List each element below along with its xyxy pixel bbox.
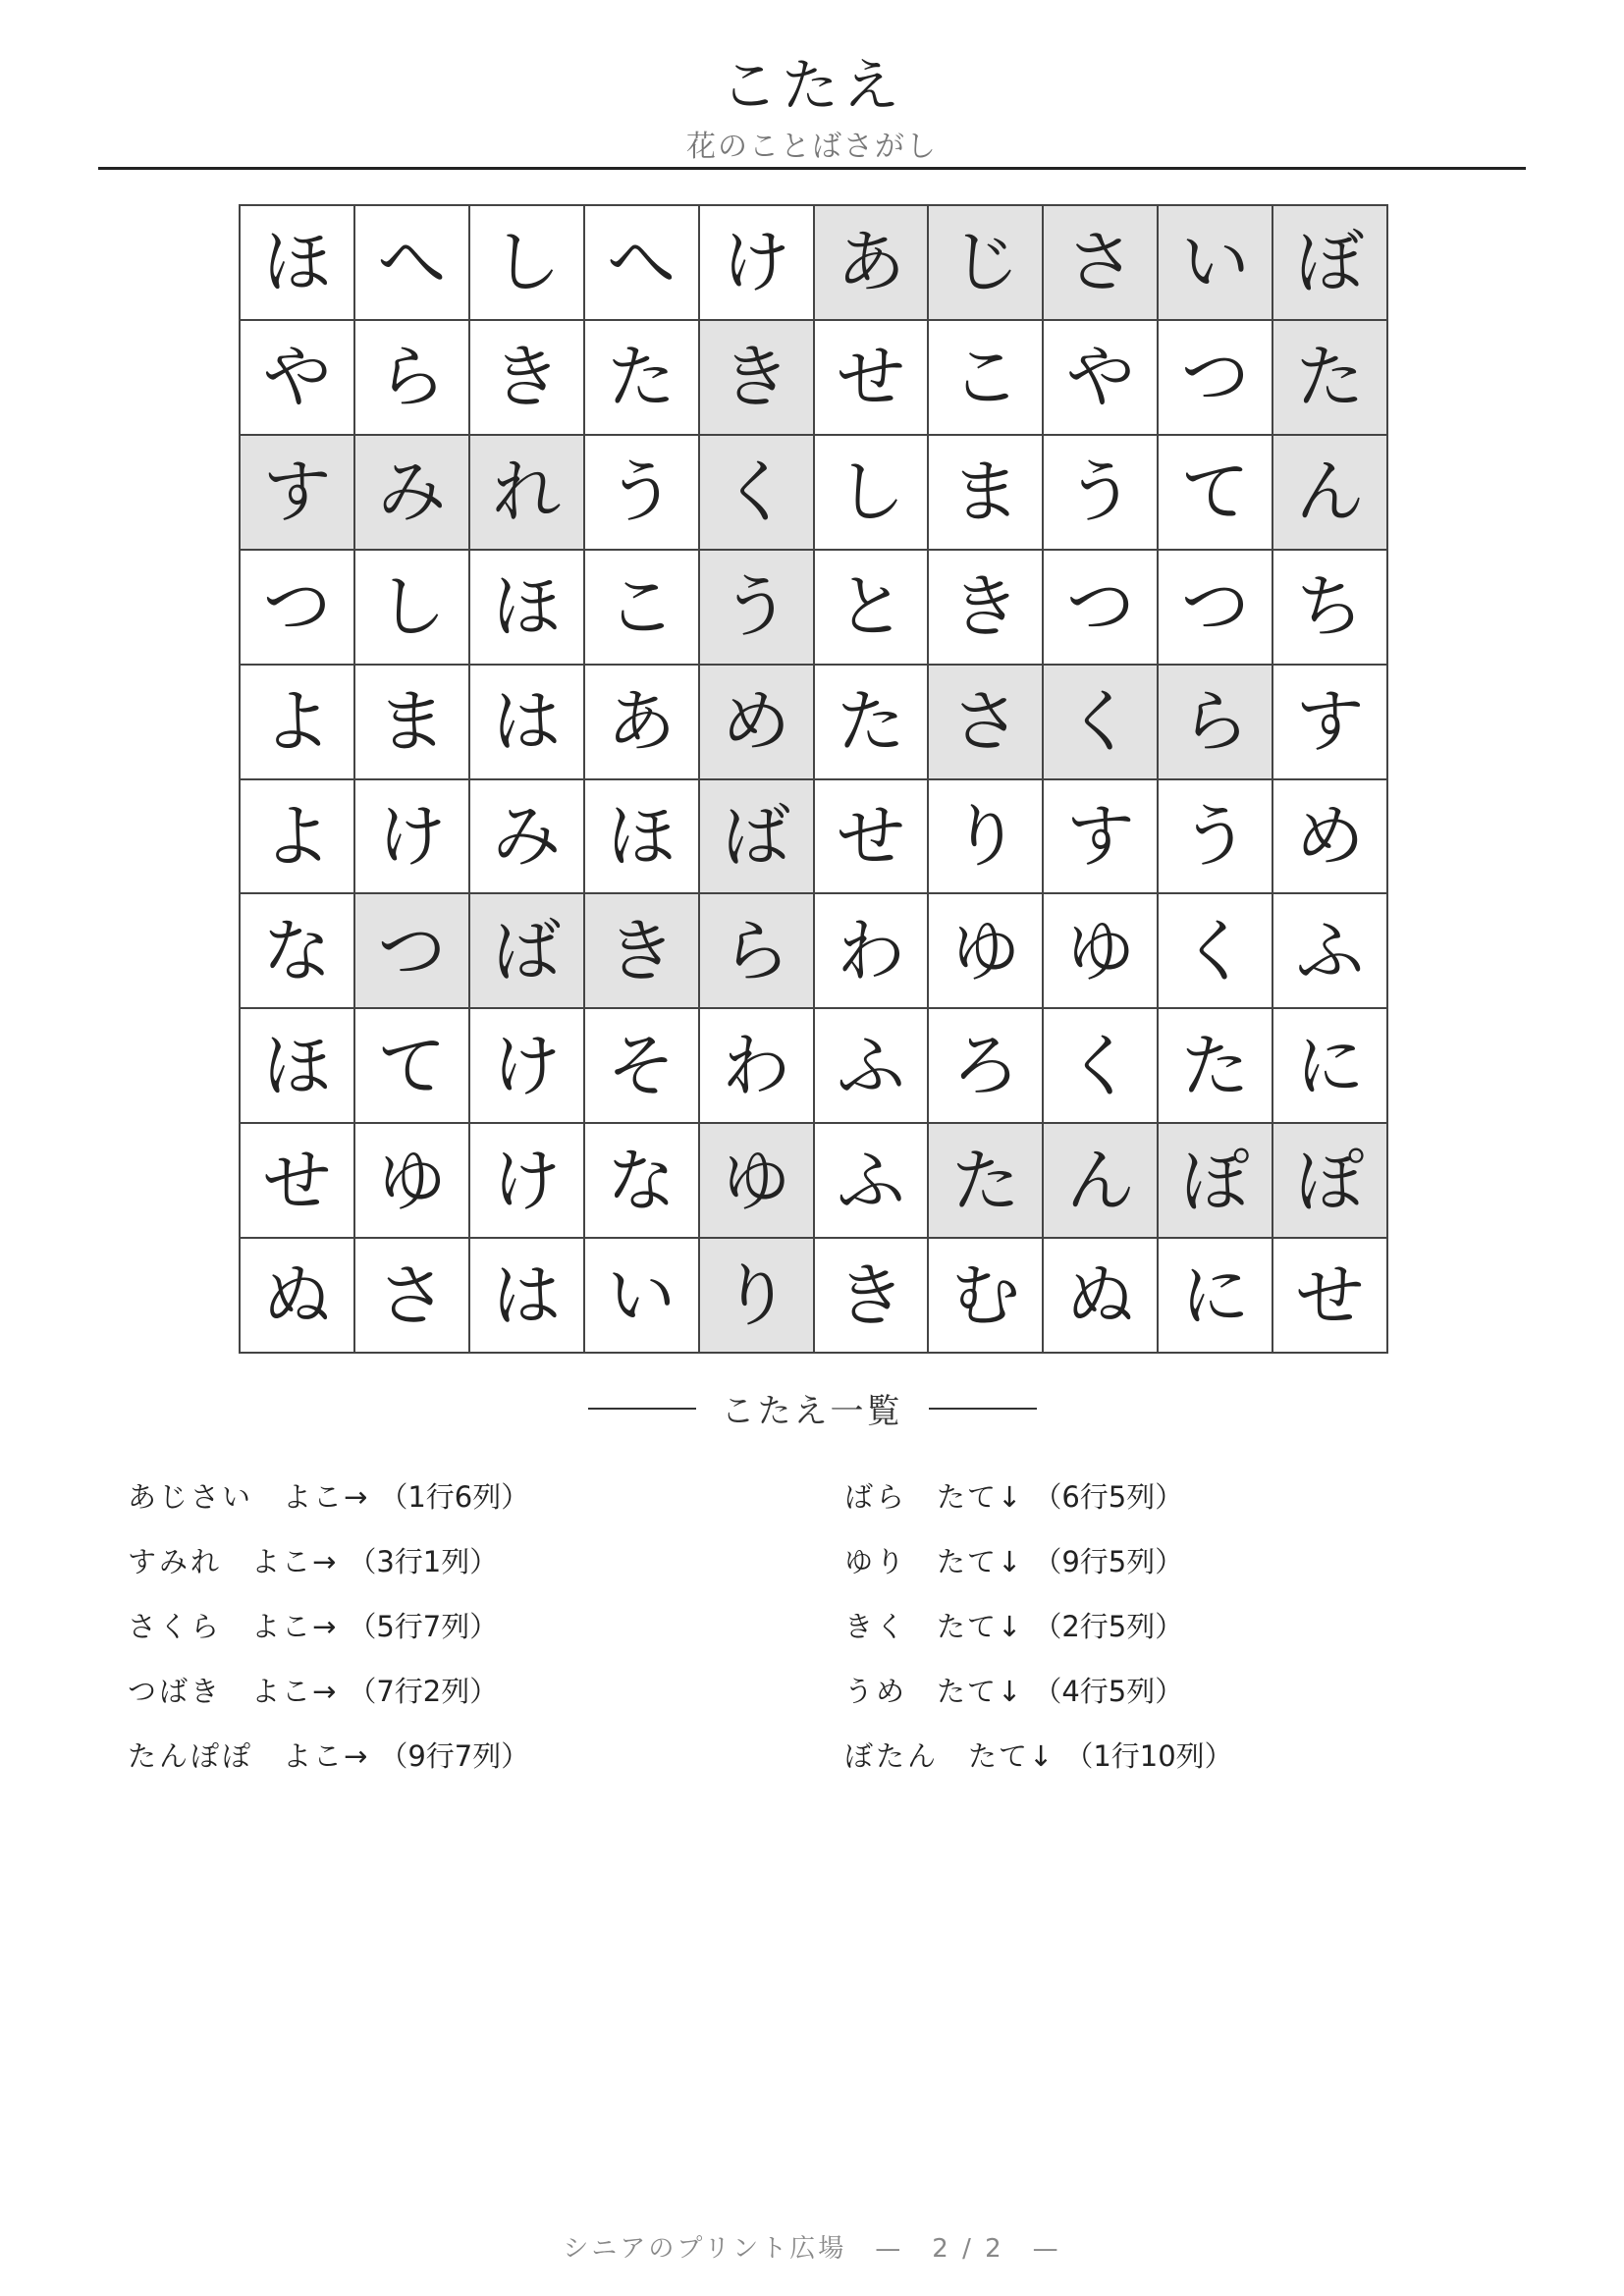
grid-cell: ん: [1273, 436, 1388, 551]
grid-cell: さ: [1044, 206, 1159, 321]
grid-cell: こ: [585, 551, 700, 666]
answer-direction: よこ→: [283, 1738, 370, 1773]
grid-cell: つ: [1044, 551, 1159, 666]
grid-cell: ば: [700, 780, 815, 895]
grid-cell: け: [470, 1009, 585, 1124]
grid-cell: さ: [929, 666, 1044, 780]
grid-cell: ほ: [241, 1009, 355, 1124]
answer-word: たんぽぽ: [128, 1738, 254, 1773]
grid-cell: ふ: [815, 1009, 930, 1124]
answer-item: [128, 1722, 844, 1787]
grid-cell: こ: [929, 321, 1044, 436]
grid-cell: く: [1044, 666, 1159, 780]
answer-word: ゆり: [844, 1544, 908, 1578]
grid-cell: つ: [1159, 321, 1273, 436]
grid-cell: う: [700, 551, 815, 666]
grid-cell: ぽ: [1273, 1124, 1388, 1239]
grid-cell: し: [355, 551, 470, 666]
grid-cell: つ: [355, 894, 470, 1009]
grid-cell: ゆ: [355, 1124, 470, 1239]
answer-word: きく: [844, 1609, 908, 1643]
grid-cell: い: [585, 1239, 700, 1354]
grid-cell: ほ: [241, 206, 355, 321]
grid-cell: す: [1273, 666, 1388, 780]
answer-direction: よこ→: [251, 1674, 339, 1708]
answer-direction: よこ→: [251, 1609, 339, 1643]
answer-direction: たて↓: [937, 1479, 1024, 1514]
answer-position: （3行1列）: [348, 1544, 499, 1578]
header-divider: [98, 167, 1526, 170]
answer-position: （5行7列）: [348, 1609, 499, 1643]
grid-cell: た: [1159, 1009, 1273, 1124]
answer-list-title: こたえ一覧: [721, 1392, 903, 1431]
grid-cell: き: [929, 551, 1044, 666]
answer-direction: たて↓: [937, 1544, 1024, 1578]
grid-cell: や: [241, 321, 355, 436]
grid-cell: ろ: [929, 1009, 1044, 1124]
answer-position: （7行2列）: [348, 1674, 499, 1708]
grid-cell: わ: [700, 1009, 815, 1124]
answer-item: [128, 1527, 844, 1592]
grid-cell: て: [1159, 436, 1273, 551]
answer-direction: たて↓: [968, 1738, 1056, 1773]
grid-cell: た: [1273, 321, 1388, 436]
answer-item: [844, 1463, 1502, 1527]
grid-cell: め: [700, 666, 815, 780]
grid-cell: き: [815, 1239, 930, 1354]
grid-cell: あ: [815, 206, 930, 321]
answer-direction: たて↓: [937, 1609, 1024, 1643]
grid-cell: み: [470, 780, 585, 895]
grid-cell: う: [585, 436, 700, 551]
grid-cell: へ: [355, 206, 470, 321]
grid-cell: れ: [470, 436, 585, 551]
grid-cell: に: [1273, 1009, 1388, 1124]
answer-direction: よこ→: [251, 1544, 339, 1578]
answer-item: [128, 1592, 844, 1657]
grid-cell: ま: [929, 436, 1044, 551]
grid-cell: せ: [815, 780, 930, 895]
heading-right-rule: [929, 1408, 1037, 1410]
grid-cell: に: [1159, 1239, 1273, 1354]
grid-cell: じ: [929, 206, 1044, 321]
answer-word: ぼたん: [844, 1738, 940, 1773]
grid-cell: ば: [470, 894, 585, 1009]
grid-cell: ゆ: [929, 894, 1044, 1009]
answer-item: [844, 1657, 1502, 1722]
grid-cell: ゆ: [1044, 894, 1159, 1009]
grid-cell: む: [929, 1239, 1044, 1354]
answer-item: [844, 1592, 1502, 1657]
grid-cell: あ: [585, 666, 700, 780]
grid-cell: り: [929, 780, 1044, 895]
grid-cell: く: [1159, 894, 1273, 1009]
grid-cell: み: [355, 436, 470, 551]
grid-cell: く: [1044, 1009, 1159, 1124]
grid-cell: う: [1044, 436, 1159, 551]
page-subtitle: 花のことばさがし: [686, 130, 938, 164]
grid-cell: す: [1044, 780, 1159, 895]
answer-word: すみれ: [128, 1544, 223, 1578]
grid-cell: ら: [355, 321, 470, 436]
grid-cell: せ: [241, 1124, 355, 1239]
grid-cell: ぽ: [1159, 1124, 1273, 1239]
answer-item: [128, 1463, 844, 1527]
answer-word: つばき: [128, 1674, 223, 1708]
grid-cell: ら: [700, 894, 815, 1009]
answer-word: ばら: [844, 1479, 908, 1514]
answer-word: さくら: [128, 1609, 223, 1643]
grid-cell: て: [355, 1009, 470, 1124]
grid-cell: せ: [815, 321, 930, 436]
answer-direction: たて↓: [937, 1674, 1024, 1708]
grid-cell: つ: [241, 551, 355, 666]
grid-cell: し: [470, 206, 585, 321]
grid-cell: け: [470, 1124, 585, 1239]
page-title: こたえ: [720, 52, 903, 119]
grid-cell: へ: [585, 206, 700, 321]
answer-position: （2行5列）: [1033, 1609, 1184, 1643]
grid-cell: た: [815, 666, 930, 780]
grid-cell: り: [700, 1239, 815, 1354]
grid-cell: け: [700, 206, 815, 321]
grid-cell: と: [815, 551, 930, 666]
grid-cell: ぼ: [1273, 206, 1388, 321]
grid-cell: ぬ: [1044, 1239, 1159, 1354]
grid-cell: い: [1159, 206, 1273, 321]
answer-direction: よこ→: [283, 1479, 370, 1514]
grid-cell: さ: [355, 1239, 470, 1354]
grid-cell: き: [470, 321, 585, 436]
grid-cell: は: [470, 1239, 585, 1354]
grid-cell: う: [1159, 780, 1273, 895]
grid-cell: よ: [241, 780, 355, 895]
grid-cell: ほ: [470, 551, 585, 666]
grid-cell: や: [1044, 321, 1159, 436]
grid-cell: ゆ: [700, 1124, 815, 1239]
grid-cell: ほ: [585, 780, 700, 895]
grid-cell: た: [929, 1124, 1044, 1239]
answer-word: うめ: [844, 1674, 908, 1708]
grid-cell: ん: [1044, 1124, 1159, 1239]
word-search-grid: [239, 204, 1388, 1354]
grid-cell: つ: [1159, 551, 1273, 666]
answer-position: （9行5列）: [1033, 1544, 1184, 1578]
grid-cell: く: [700, 436, 815, 551]
answer-position: （1行10列）: [1064, 1738, 1233, 1773]
grid-cell: ふ: [815, 1124, 930, 1239]
answer-item: [844, 1722, 1502, 1787]
grid-cell: ぬ: [241, 1239, 355, 1354]
grid-cell: な: [585, 1124, 700, 1239]
heading-left-rule: [588, 1408, 696, 1410]
grid-cell: そ: [585, 1009, 700, 1124]
answer-position: （1行6列）: [379, 1479, 530, 1514]
grid-cell: ま: [355, 666, 470, 780]
answer-position: （4行5列）: [1033, 1674, 1184, 1708]
grid-cell: よ: [241, 666, 355, 780]
answer-item: [844, 1527, 1502, 1592]
grid-cell: ふ: [1273, 894, 1388, 1009]
grid-cell: す: [241, 436, 355, 551]
grid-cell: き: [700, 321, 815, 436]
grid-cell: ら: [1159, 666, 1273, 780]
grid-cell: め: [1273, 780, 1388, 895]
grid-cell: せ: [1273, 1239, 1388, 1354]
grid-cell: た: [585, 321, 700, 436]
grid-cell: わ: [815, 894, 930, 1009]
grid-cell: け: [355, 780, 470, 895]
grid-cell: き: [585, 894, 700, 1009]
grid-cell: は: [470, 666, 585, 780]
answer-list-heading: [0, 1384, 1624, 1432]
answer-item: [128, 1657, 844, 1722]
grid-cell: ち: [1273, 551, 1388, 666]
page-footer: シニアのプリント広場 — 2 / 2 —: [563, 2234, 1061, 2264]
answer-list: [128, 1463, 1502, 1787]
answer-position: （6行5列）: [1033, 1479, 1184, 1514]
grid-cell: し: [815, 436, 930, 551]
answer-word: あじさい: [128, 1479, 254, 1514]
grid-cell: な: [241, 894, 355, 1009]
answer-position: （9行7列）: [379, 1738, 530, 1773]
